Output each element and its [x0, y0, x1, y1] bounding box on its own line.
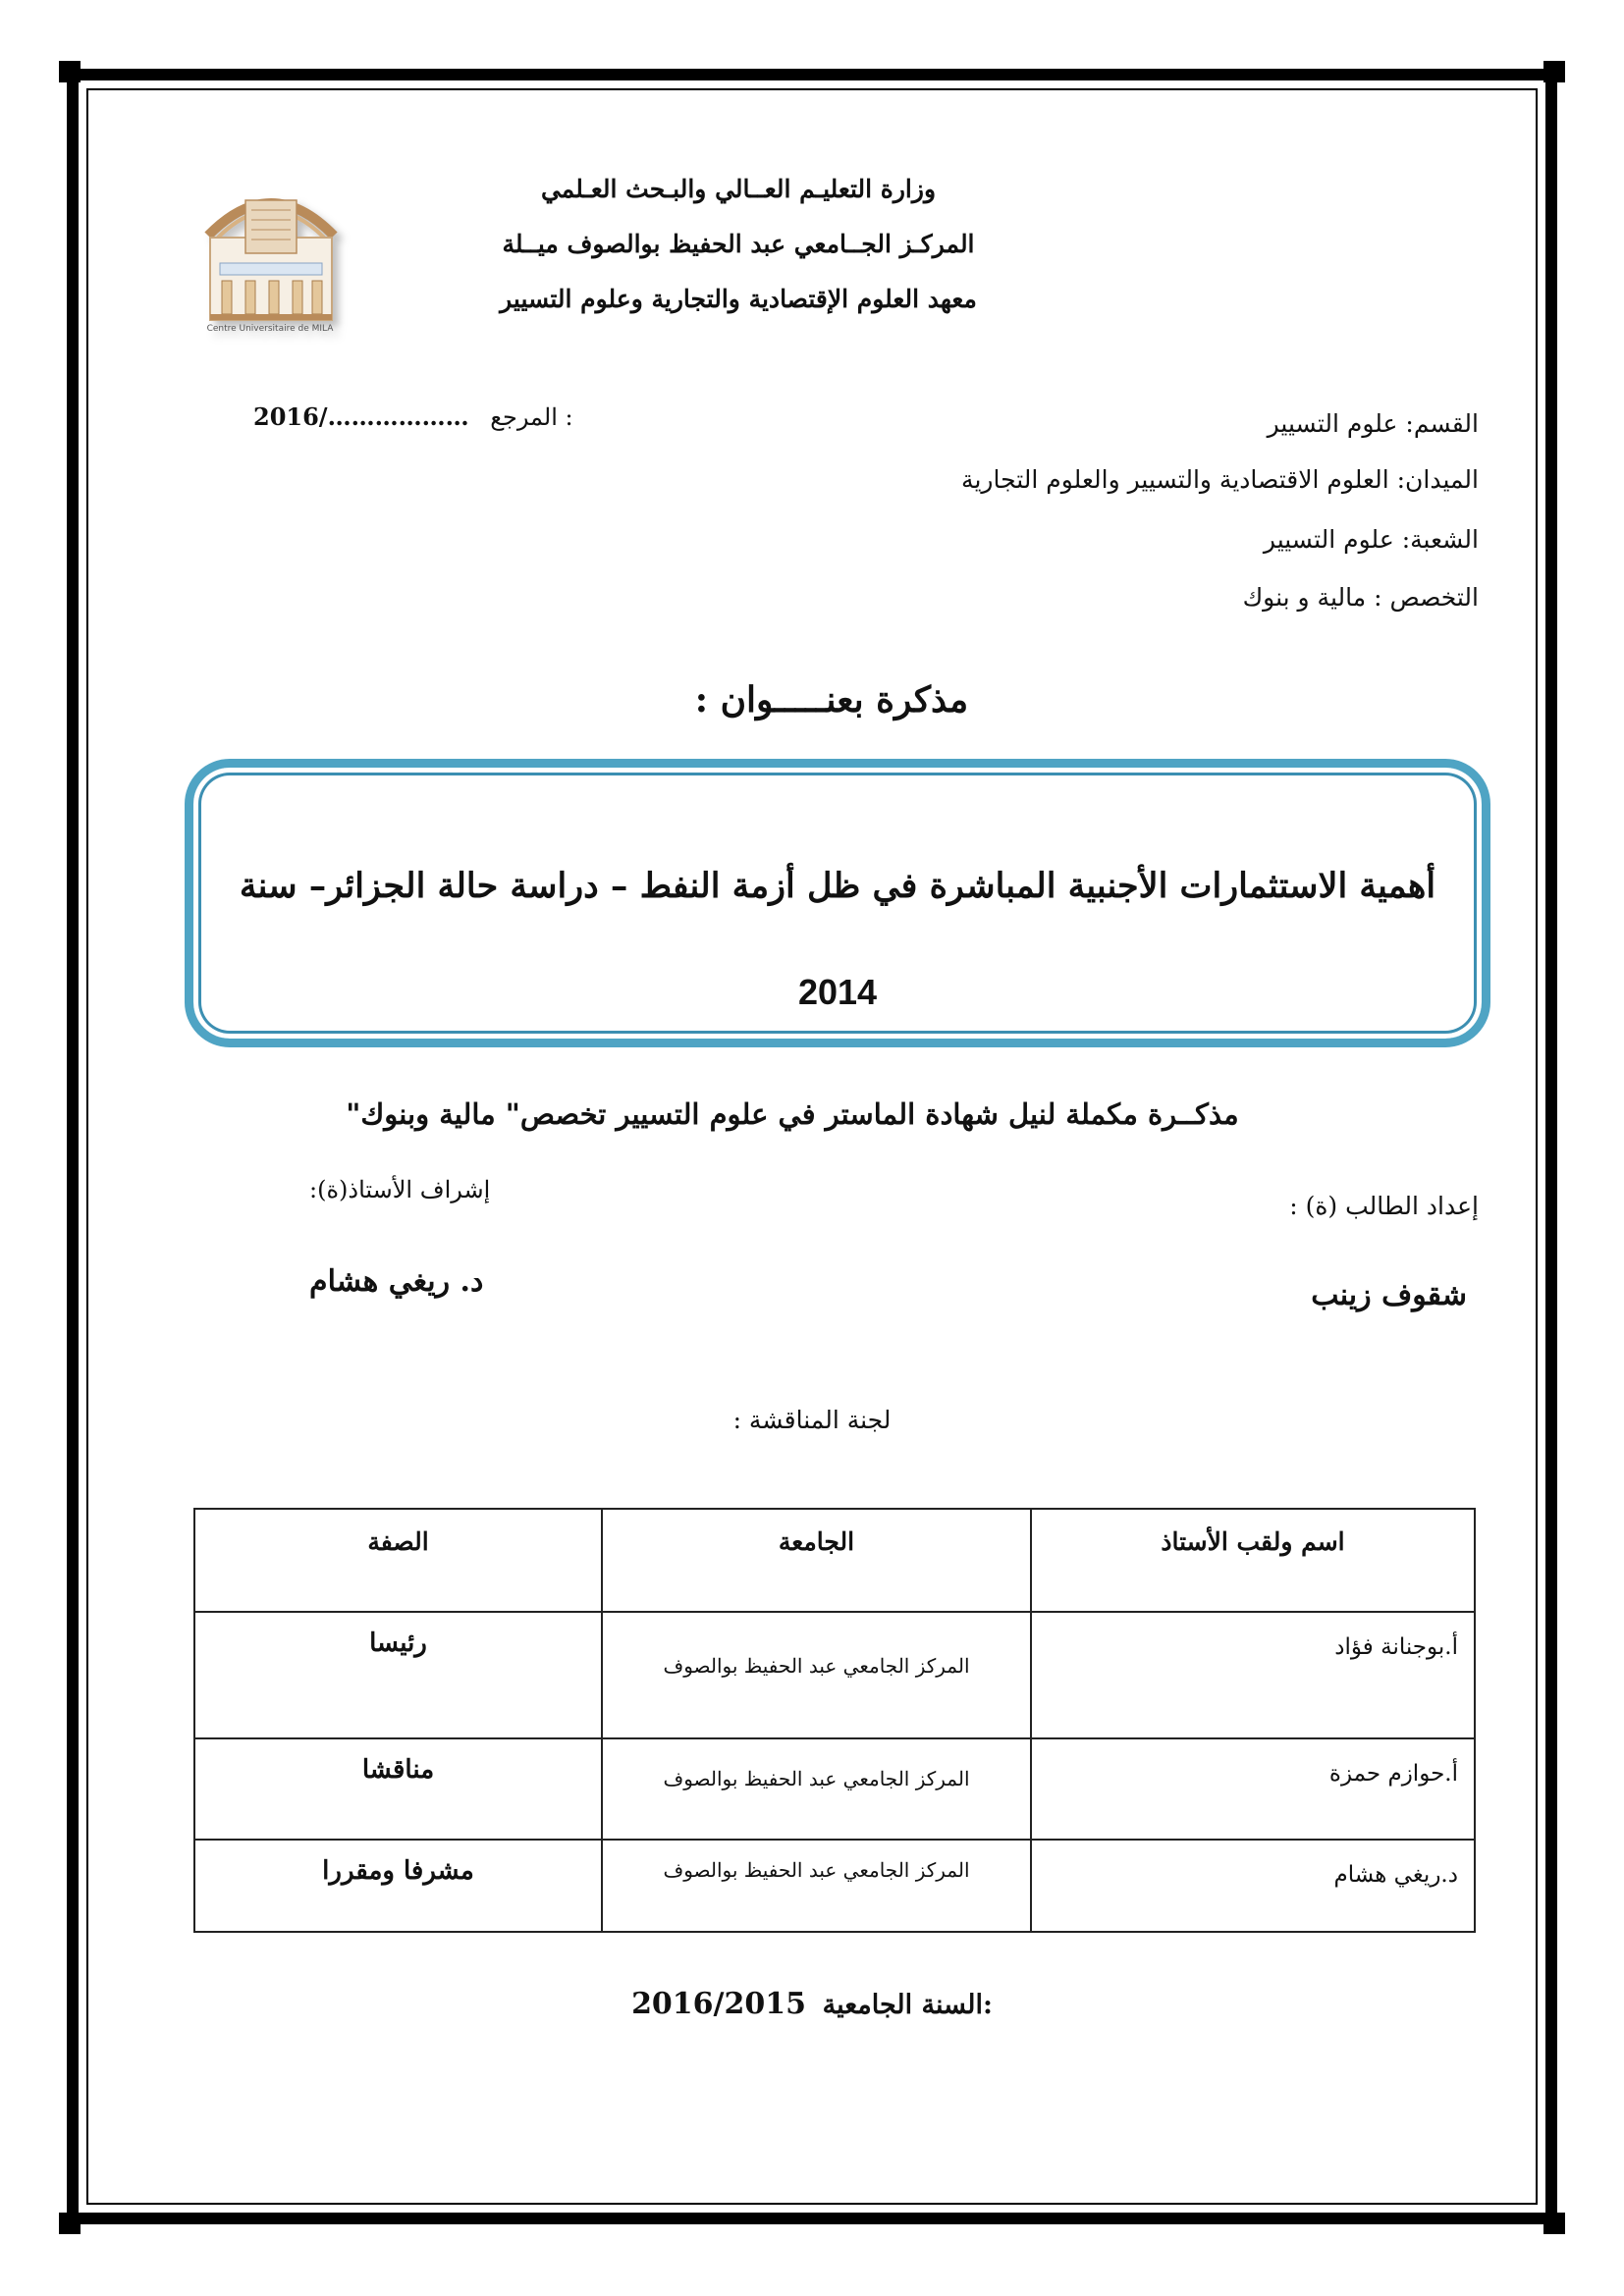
column-header-role: الصفة: [194, 1509, 602, 1612]
reference-value: 2016/………………: [253, 402, 469, 431]
member-name: د.ريغي هشام: [1031, 1840, 1475, 1932]
member-name: أ.حوازم حمزة: [1031, 1738, 1475, 1840]
member-name: أ.بوجنانة فؤاد: [1031, 1612, 1475, 1738]
thesis-title-box: [185, 759, 1490, 1047]
header-block: [0, 175, 1624, 340]
academic-year-line: [0, 1987, 1624, 2021]
member-role: مناقشا: [194, 1738, 602, 1840]
thesis-title: أهمية الاستثمارات الأجنبية المباشرة في ظل أزمة النفط – دراسة حالة الجزائر– سنة: [239, 866, 1436, 906]
academic-year-value: 2016/2015: [631, 1987, 807, 2021]
table-row: [194, 1840, 1475, 1932]
table-row: [194, 1612, 1475, 1738]
table-row: [194, 1738, 1475, 1840]
frame-corner: [59, 61, 81, 82]
branch-line: الشعبة: علوم التسيير: [1263, 525, 1479, 554]
academic-year-label: السنة الجامعية:: [822, 1990, 993, 2020]
institute-name: معهد العلوم الإقتصادية والتجارية وعلوم التسيير: [500, 285, 977, 313]
student-name: شقوف زينب: [1311, 1278, 1467, 1312]
frame-corner: [1543, 2213, 1565, 2234]
member-role: رئيسا: [194, 1612, 602, 1738]
logo-caption: Centre Universitaire de MILA: [206, 324, 334, 334]
specialty-line: التخصص : مالية و بنوك: [1242, 583, 1479, 612]
supervisor-name: د. ريغي هشام: [309, 1264, 484, 1299]
student-label: إعداد الطالب (ة) :: [1289, 1192, 1479, 1220]
member-role: مشرفا ومقررا: [194, 1840, 602, 1932]
member-university: المركز الجامعي عبد الحفيظ بوالصوف: [602, 1840, 1031, 1932]
member-university: المركز الجامعي عبد الحفيظ بوالصوف: [602, 1738, 1031, 1840]
memo-heading: مذكرة بعنـــــوان :: [694, 679, 969, 721]
degree-line: مذكــرة مكملة لنيل شهادة الماستر في علوم التسيير تخصص" مالية وبنوك": [346, 1097, 1239, 1131]
reference-line: [253, 402, 573, 431]
table-header-row: [194, 1509, 1475, 1612]
committee-heading: لجنة المناقشة :: [732, 1406, 892, 1434]
frame-corner: [1543, 61, 1565, 82]
column-header-name: اسم ولقب الأستاذ: [1031, 1509, 1475, 1612]
ministry-name: وزارة التعليـم العــالي والبـحث العـلمي: [540, 175, 937, 203]
supervisor-label: إشراف الأستاذ(ة):: [309, 1176, 491, 1203]
committee-table: [193, 1508, 1476, 1933]
reference-label: المرجع :: [490, 403, 573, 431]
center-name: المركـز الجــامعي عبد الحفيظ بوالصوف ميــلة: [502, 230, 975, 258]
column-header-university: الجامعة: [602, 1509, 1031, 1612]
thesis-year: 2014: [797, 972, 878, 1012]
frame-corner: [59, 2213, 81, 2234]
member-university: المركز الجامعي عبد الحفيظ بوالصوف: [602, 1612, 1031, 1738]
field-line: الميدان: العلوم الاقتصادية والتسيير والعلوم التجارية: [961, 465, 1479, 494]
department-line: القسم: علوم التسيير: [1267, 409, 1479, 438]
